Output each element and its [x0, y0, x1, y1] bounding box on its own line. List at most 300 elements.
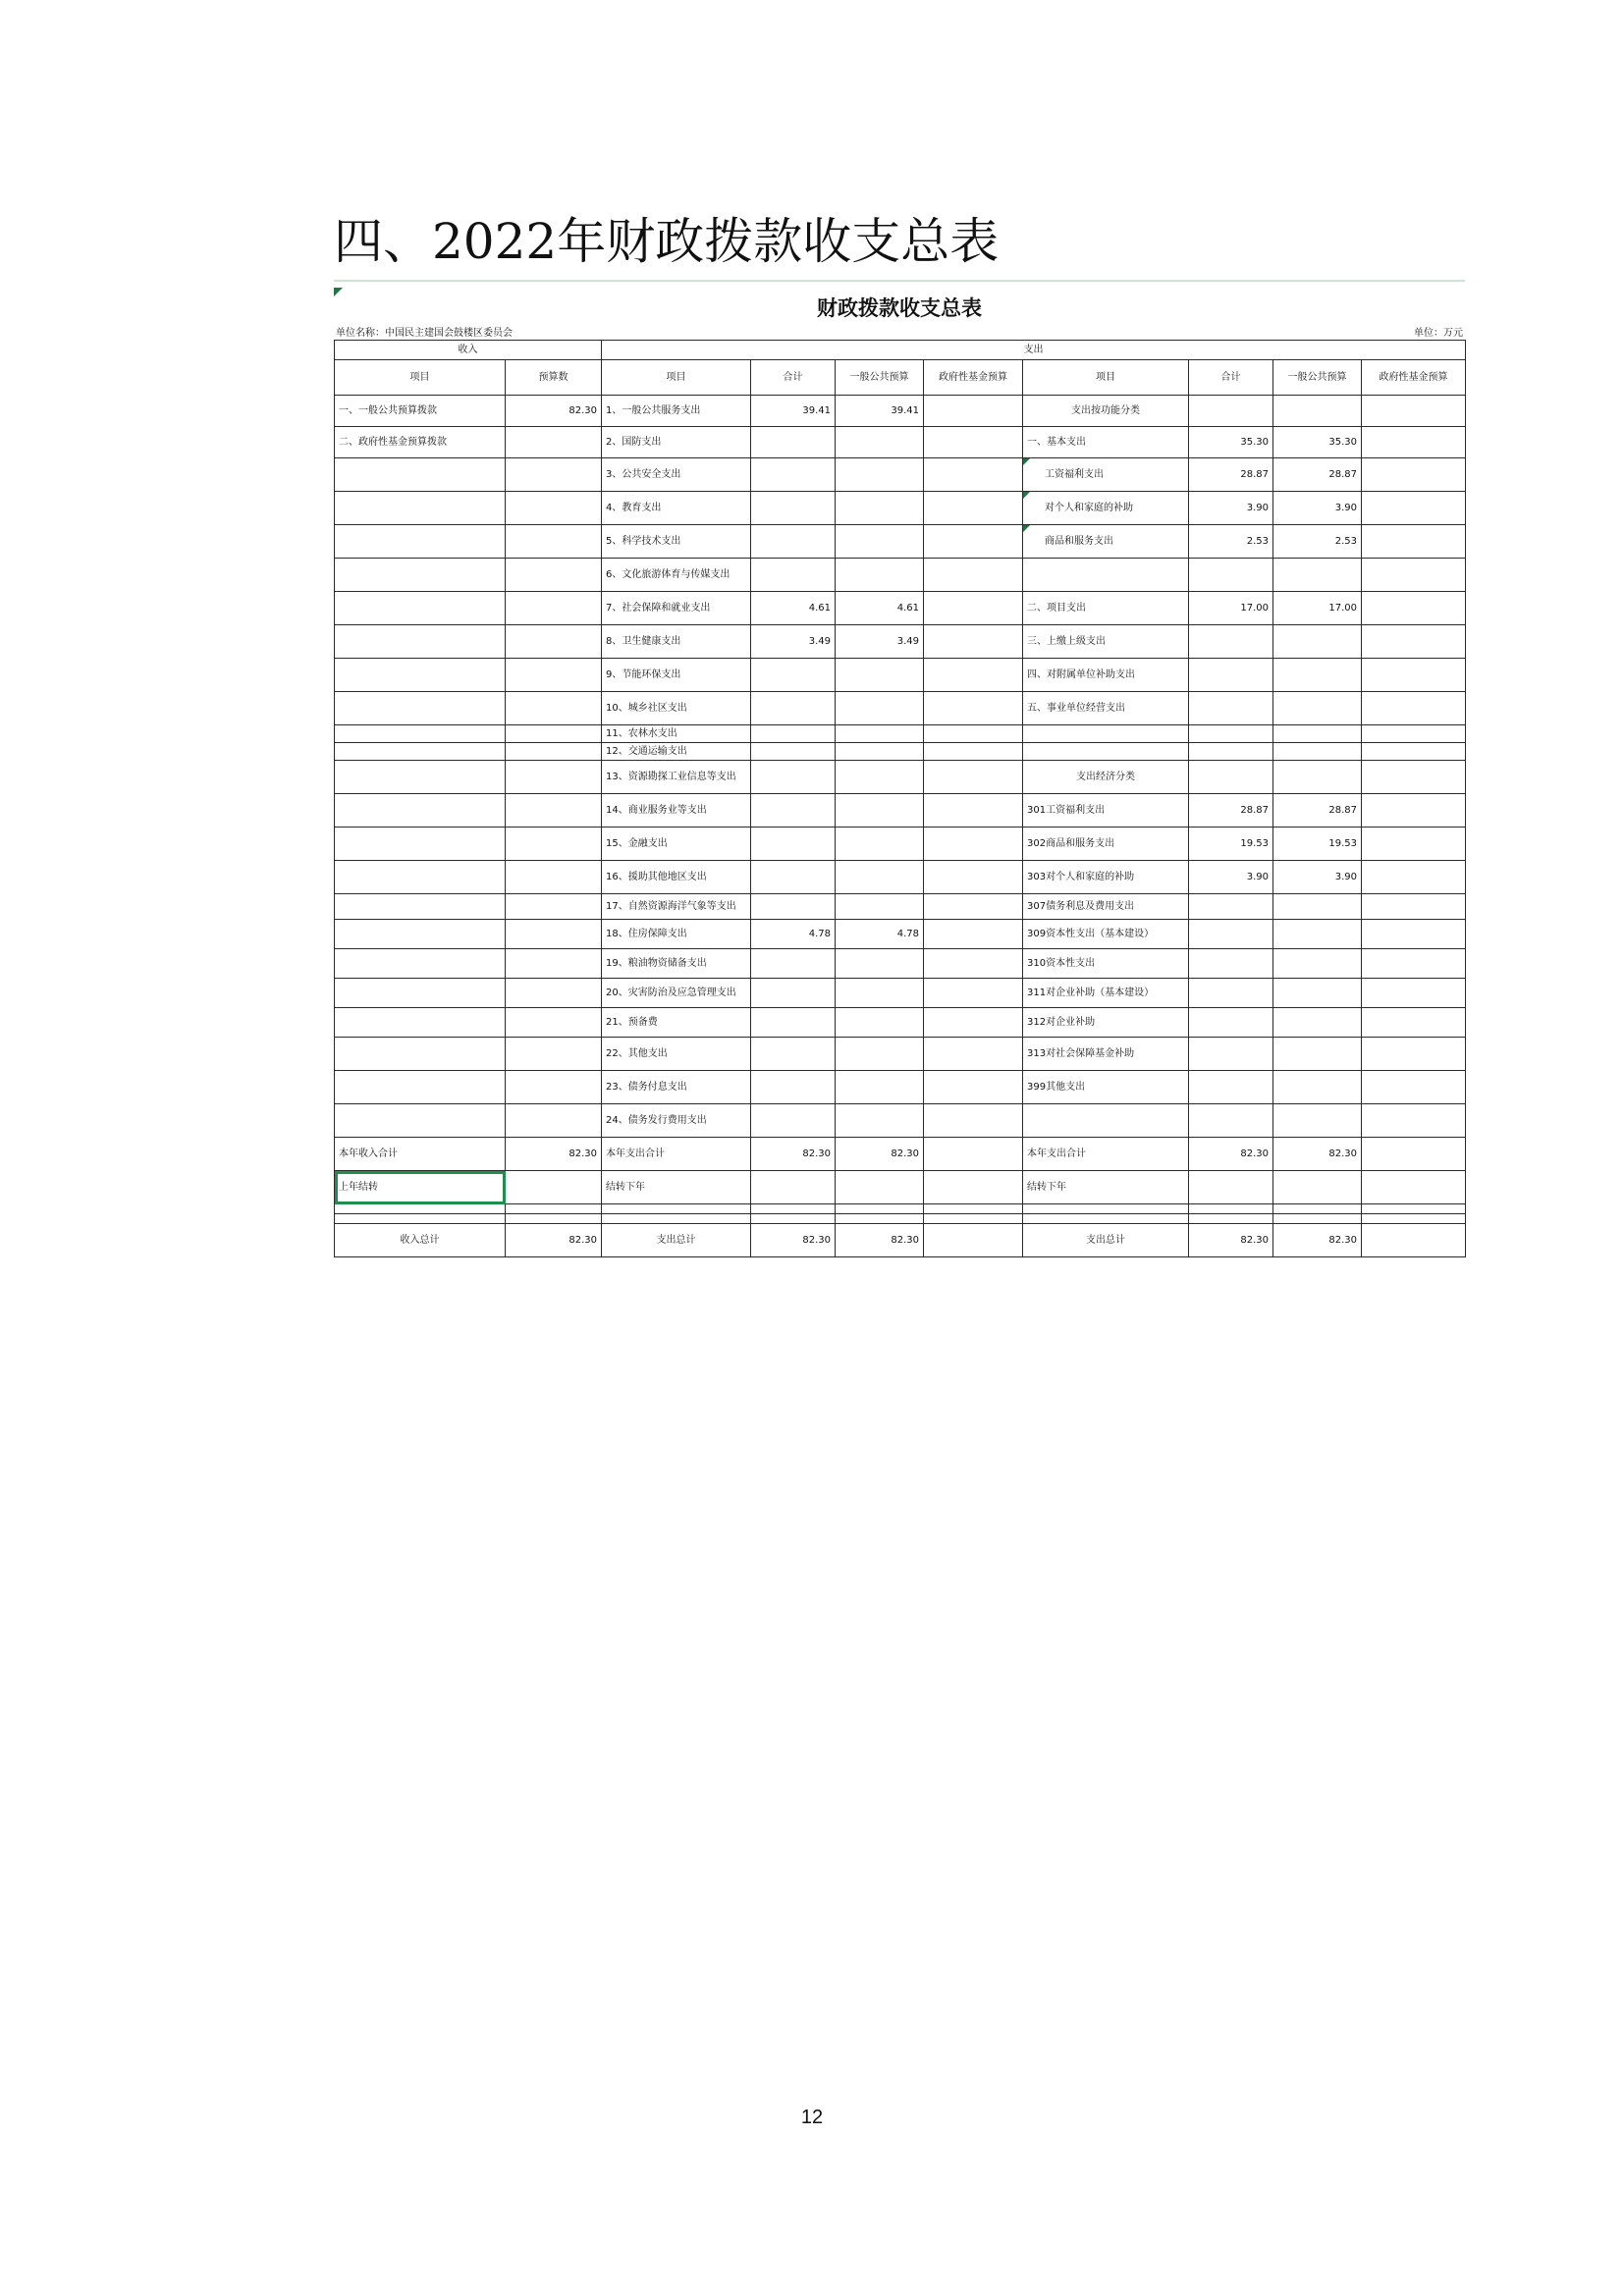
- table-row: [335, 861, 1466, 894]
- table-cell: [751, 692, 836, 725]
- table-cell: [506, 979, 602, 1008]
- table-cell: 三、上缴上级支出: [1023, 625, 1189, 659]
- table-cell: 结转下年: [1023, 1171, 1189, 1204]
- table-cell: [924, 458, 1023, 492]
- table-row: [335, 743, 1466, 761]
- table-cell: [751, 1104, 836, 1138]
- table-cell: [836, 659, 924, 692]
- table-cell: [1273, 659, 1362, 692]
- table-cell: 1、一般公共服务支出: [602, 396, 751, 427]
- table-cell: [836, 525, 924, 559]
- table-cell: [1189, 1038, 1273, 1071]
- table-cell: 3.90: [1189, 861, 1273, 894]
- table-cell: [1189, 979, 1273, 1008]
- table-cell: [751, 828, 836, 861]
- table-cell: [1189, 659, 1273, 692]
- column-header: 一般公共预算: [836, 360, 924, 396]
- table-cell: 399其他支出: [1023, 1071, 1189, 1104]
- table-cell: [506, 427, 602, 458]
- table-cell: 一、一般公共预算拨款: [335, 396, 506, 427]
- table-row: [335, 1008, 1466, 1038]
- table-cell: [506, 625, 602, 659]
- table-cell: [924, 1071, 1023, 1104]
- table-cell: 23、债务付息支出: [602, 1071, 751, 1104]
- table-cell: 14、商业服务业等支出: [602, 794, 751, 828]
- table-cell: [924, 861, 1023, 894]
- table-cell: [1189, 920, 1273, 949]
- table-cell: 二、政府性基金预算拨款: [335, 427, 506, 458]
- table-cell: [751, 1071, 836, 1104]
- table-cell: 工资福利支出: [1023, 458, 1189, 492]
- table-cell: [836, 861, 924, 894]
- table-cell: [1362, 761, 1466, 794]
- table-cell: [836, 692, 924, 725]
- table-cell: [1273, 725, 1362, 743]
- table-cell: [751, 1214, 836, 1224]
- table-cell: [506, 861, 602, 894]
- table-cell: [506, 659, 602, 692]
- table-cell: [506, 828, 602, 861]
- table-cell: [924, 1214, 1023, 1224]
- table-cell: [1362, 659, 1466, 692]
- table-cell: [1362, 592, 1466, 625]
- table-cell: [924, 979, 1023, 1008]
- table-cell: [335, 592, 506, 625]
- table-cell: 311对企业补助（基本建设）: [1023, 979, 1189, 1008]
- table-row: [335, 625, 1466, 659]
- table-cell: 9、节能环保支出: [602, 659, 751, 692]
- table-cell: [1273, 692, 1362, 725]
- table-cell: [1273, 396, 1362, 427]
- table-cell: [1273, 1171, 1362, 1204]
- table-cell: [335, 458, 506, 492]
- table-cell: 4.78: [751, 920, 836, 949]
- table-cell: 35.30: [1273, 427, 1362, 458]
- table-cell: [335, 979, 506, 1008]
- table-cell: [751, 1171, 836, 1204]
- table-row: [335, 692, 1466, 725]
- table-cell: 2、国防支出: [602, 427, 751, 458]
- table-cell: [1362, 949, 1466, 979]
- column-header: 项目: [602, 360, 751, 396]
- table-cell: 4.61: [751, 592, 836, 625]
- table-cell: [335, 743, 506, 761]
- table-cell: [1273, 559, 1362, 592]
- table-cell: [1023, 559, 1189, 592]
- table-cell: [751, 1038, 836, 1071]
- table-cell: 结转下年: [602, 1171, 751, 1204]
- table-cell: [1362, 894, 1466, 920]
- table-cell: 7、社会保障和就业支出: [602, 592, 751, 625]
- table-cell: [924, 659, 1023, 692]
- table-cell: 312对企业补助: [1023, 1008, 1189, 1038]
- table-cell: [1362, 1204, 1466, 1214]
- table-row: [335, 1214, 1466, 1224]
- table-cell: [506, 1038, 602, 1071]
- table-cell: [1362, 979, 1466, 1008]
- table-cell: 18、住房保障支出: [602, 920, 751, 949]
- table-cell: 82.30: [1189, 1138, 1273, 1171]
- table-row: [335, 1171, 1466, 1204]
- page-number: 12: [800, 2107, 824, 2128]
- column-header: 预算数: [506, 360, 602, 396]
- table-cell: [335, 1104, 506, 1138]
- unit-name-text: 单位名称：中国民主建国会鼓楼区委员会: [336, 328, 513, 339]
- table-cell: 11、农林水支出: [602, 725, 751, 743]
- table-cell: 82.30: [506, 1138, 602, 1171]
- table-cell: [836, 794, 924, 828]
- table-cell: 4.78: [836, 920, 924, 949]
- table-cell: [751, 525, 836, 559]
- table-cell: [506, 894, 602, 920]
- table-cell: [1273, 1071, 1362, 1104]
- table-cell: [1273, 1214, 1362, 1224]
- table-cell: [1273, 894, 1362, 920]
- table-cell: [1362, 559, 1466, 592]
- table-cell: [1362, 1214, 1466, 1224]
- table-cell: [335, 1038, 506, 1071]
- table-cell: [335, 725, 506, 743]
- table-cell: [1189, 743, 1273, 761]
- table-cell: [602, 1214, 751, 1224]
- table-cell: [751, 659, 836, 692]
- table-cell: [1273, 1038, 1362, 1071]
- table-cell: [335, 949, 506, 979]
- table-cell: [1189, 894, 1273, 920]
- table-cell: 2.53: [1273, 525, 1362, 559]
- currency-unit-text: 单位：万元: [1414, 328, 1463, 339]
- table-cell: [751, 743, 836, 761]
- table-cell: [751, 979, 836, 1008]
- table-cell: 82.30: [506, 396, 602, 427]
- table-row: [335, 979, 1466, 1008]
- table-cell: [1189, 1214, 1273, 1224]
- table-cell: 82.30: [1273, 1138, 1362, 1171]
- table-cell: [836, 1214, 924, 1224]
- cell-corner-marker: [1023, 492, 1030, 499]
- table-cell: [1362, 828, 1466, 861]
- table-cell: [1362, 1008, 1466, 1038]
- table-cell: [751, 861, 836, 894]
- table-cell: 82.30: [836, 1138, 924, 1171]
- table-cell: [1362, 692, 1466, 725]
- column-header-row: [335, 360, 1466, 396]
- table-cell: [751, 794, 836, 828]
- expense-section-header: 支出: [602, 341, 1466, 360]
- column-header: 政府性基金预算: [1362, 360, 1466, 396]
- table-cell: [1273, 979, 1362, 1008]
- table-cell: [335, 1214, 506, 1224]
- header-rule: [334, 280, 1465, 282]
- table-row: [335, 659, 1466, 692]
- table-cell: 19.53: [1189, 828, 1273, 861]
- table-cell: [1362, 861, 1466, 894]
- table-cell: [924, 625, 1023, 659]
- table-cell: 二、项目支出: [1023, 592, 1189, 625]
- table-cell: [506, 1171, 602, 1204]
- table-cell: [924, 828, 1023, 861]
- table-cell: [1362, 525, 1466, 559]
- table-cell: [335, 559, 506, 592]
- table-cell: [924, 949, 1023, 979]
- table-cell: [506, 1071, 602, 1104]
- table-cell: 4、教育支出: [602, 492, 751, 525]
- table-cell: [751, 761, 836, 794]
- table-cell: [836, 1038, 924, 1071]
- table-cell: 313对社会保障基金补助: [1023, 1038, 1189, 1071]
- table-cell: [836, 1204, 924, 1214]
- table-cell: [924, 525, 1023, 559]
- table-cell: [1189, 1071, 1273, 1104]
- column-header: 合计: [1189, 360, 1273, 396]
- table-cell: [1362, 725, 1466, 743]
- table-cell: 8、卫生健康支出: [602, 625, 751, 659]
- table-row: [335, 1224, 1466, 1257]
- table-cell: [924, 1138, 1023, 1171]
- column-header: 项目: [1023, 360, 1189, 396]
- table-cell: [1362, 743, 1466, 761]
- table-cell: 一、基本支出: [1023, 427, 1189, 458]
- table-cell: 82.30: [836, 1224, 924, 1257]
- table-cell: [1273, 743, 1362, 761]
- table-cell: [751, 458, 836, 492]
- table-cell: [924, 559, 1023, 592]
- table-cell: [1189, 625, 1273, 659]
- table-cell: [1362, 1224, 1466, 1257]
- table-cell: 82.30: [751, 1138, 836, 1171]
- table-cell: [506, 525, 602, 559]
- table-cell: [1362, 1171, 1466, 1204]
- table-cell: [335, 659, 506, 692]
- table-cell: 3、公共安全支出: [602, 458, 751, 492]
- table-cell: [506, 949, 602, 979]
- table-cell: [751, 725, 836, 743]
- table-cell: [335, 692, 506, 725]
- table-cell: [335, 1204, 506, 1214]
- table-cell: 16、援助其他地区支出: [602, 861, 751, 894]
- table-cell: [836, 1071, 924, 1104]
- table-cell: [1023, 725, 1189, 743]
- column-header: 项目: [335, 360, 506, 396]
- table-cell: [1362, 458, 1466, 492]
- table-cell: 22、其他支出: [602, 1038, 751, 1071]
- table-cell: [1023, 1204, 1189, 1214]
- sheet-title: 财政拨款收支总表: [817, 296, 982, 320]
- table-cell: [924, 1104, 1023, 1138]
- table-cell: [924, 492, 1023, 525]
- table-cell: [506, 592, 602, 625]
- table-cell: [1273, 1104, 1362, 1138]
- table-cell: [1273, 625, 1362, 659]
- table-cell: 307债务利息及费用支出: [1023, 894, 1189, 920]
- table-cell: [1189, 761, 1273, 794]
- table-cell: 28.87: [1273, 794, 1362, 828]
- table-cell: [1273, 761, 1362, 794]
- table-cell: [924, 1204, 1023, 1214]
- table-cell: 15、金融支出: [602, 828, 751, 861]
- table-cell: [836, 1104, 924, 1138]
- table-cell: 12、交通运输支出: [602, 743, 751, 761]
- section-header-row: [335, 341, 1466, 360]
- table-cell: [1189, 396, 1273, 427]
- table-cell: [836, 949, 924, 979]
- table-row: [335, 1104, 1466, 1138]
- table-cell: [1362, 1038, 1466, 1071]
- table-cell: 本年收入合计: [335, 1138, 506, 1171]
- income-section-header: 收入: [335, 341, 602, 360]
- table-cell: [751, 949, 836, 979]
- table-cell: 13、资源勘探工业信息等支出: [602, 761, 751, 794]
- table-cell: 3.90: [1189, 492, 1273, 525]
- table-cell: [506, 794, 602, 828]
- table-cell: 6、文化旅游体育与传媒支出: [602, 559, 751, 592]
- table-row: [335, 592, 1466, 625]
- table-row: [335, 427, 1466, 458]
- table-cell: [924, 396, 1023, 427]
- budget-summary-table: [334, 340, 1466, 1257]
- table-cell: 3.90: [1273, 861, 1362, 894]
- table-cell: [506, 743, 602, 761]
- table-cell: [1362, 1138, 1466, 1171]
- table-cell: 17.00: [1189, 592, 1273, 625]
- table-cell: [506, 920, 602, 949]
- table-cell: [924, 920, 1023, 949]
- table-cell: [335, 794, 506, 828]
- table-cell: [924, 1008, 1023, 1038]
- table-cell: 301工资福利支出: [1023, 794, 1189, 828]
- table-row: [335, 1038, 1466, 1071]
- table-cell: [924, 1171, 1023, 1204]
- table-cell: 21、预备费: [602, 1008, 751, 1038]
- table-cell: 3.90: [1273, 492, 1362, 525]
- table-cell: 82.30: [751, 1224, 836, 1257]
- table-cell: 对个人和家庭的补助: [1023, 492, 1189, 525]
- table-row: [335, 1204, 1466, 1214]
- table-row: [335, 559, 1466, 592]
- table-cell: [924, 894, 1023, 920]
- table-cell: [836, 458, 924, 492]
- table-cell: 82.30: [1273, 1224, 1362, 1257]
- table-cell: [836, 828, 924, 861]
- table-cell: [602, 1204, 751, 1214]
- table-cell: [506, 692, 602, 725]
- column-header: 一般公共预算: [1273, 360, 1362, 396]
- table-row: [335, 949, 1466, 979]
- table-cell: [1189, 1104, 1273, 1138]
- table-cell: 收入总计: [335, 1224, 506, 1257]
- table-cell: [1362, 492, 1466, 525]
- table-cell: [1189, 559, 1273, 592]
- table-cell: 28.87: [1189, 794, 1273, 828]
- table-cell: [506, 1104, 602, 1138]
- table-cell: [506, 559, 602, 592]
- table-cell: 35.30: [1189, 427, 1273, 458]
- table-cell: [335, 625, 506, 659]
- table-cell: [1362, 625, 1466, 659]
- table-cell: [924, 725, 1023, 743]
- table-cell: [836, 725, 924, 743]
- table-cell: [506, 1204, 602, 1214]
- table-cell: [924, 743, 1023, 761]
- cell-corner-marker: [1023, 525, 1030, 532]
- table-cell: [506, 492, 602, 525]
- table-row: [335, 761, 1466, 794]
- table-cell: [1273, 1204, 1362, 1214]
- table-cell: 3.49: [751, 625, 836, 659]
- table-cell: [335, 920, 506, 949]
- table-row: [335, 1071, 1466, 1104]
- table-cell: [836, 979, 924, 1008]
- table-cell: 19、粮油物资储备支出: [602, 949, 751, 979]
- table-cell: [1189, 692, 1273, 725]
- table-cell: 5、科学技术支出: [602, 525, 751, 559]
- table-row: [335, 396, 1466, 427]
- table-cell: [1362, 794, 1466, 828]
- table-cell: [1273, 1008, 1362, 1038]
- table-cell: [836, 427, 924, 458]
- table-row: [335, 492, 1466, 525]
- table-cell: [1273, 920, 1362, 949]
- table-cell: [924, 427, 1023, 458]
- table-cell: [1362, 1104, 1466, 1138]
- table-cell: 24、债务发行费用支出: [602, 1104, 751, 1138]
- table-cell: [506, 725, 602, 743]
- table-cell: 4.61: [836, 592, 924, 625]
- table-cell: 四、对附属单位补助支出: [1023, 659, 1189, 692]
- table-cell: 28.87: [1273, 458, 1362, 492]
- table-cell: [506, 1008, 602, 1038]
- table-cell: [1189, 1204, 1273, 1214]
- table-cell: 支出总计: [602, 1224, 751, 1257]
- table-cell: [751, 492, 836, 525]
- table-row: [335, 794, 1466, 828]
- table-cell: 82.30: [1189, 1224, 1273, 1257]
- table-cell: [1189, 1008, 1273, 1038]
- table-cell: [506, 1214, 602, 1224]
- table-cell: 上年结转: [335, 1171, 506, 1204]
- table-row: [335, 458, 1466, 492]
- table-cell: [751, 1008, 836, 1038]
- table-cell: [335, 1071, 506, 1104]
- table-cell: [836, 1171, 924, 1204]
- table-cell: [924, 1038, 1023, 1071]
- table-cell: [1189, 725, 1273, 743]
- table-cell: [924, 592, 1023, 625]
- table-cell: [751, 894, 836, 920]
- table-cell: [1023, 743, 1189, 761]
- column-header: 合计: [751, 360, 836, 396]
- table-cell: 17、自然资源海洋气象等支出: [602, 894, 751, 920]
- table-cell: [751, 427, 836, 458]
- table-row: [335, 920, 1466, 949]
- table-row: [335, 725, 1466, 743]
- table-cell: 20、灾害防治及应急管理支出: [602, 979, 751, 1008]
- table-cell: 10、城乡社区支出: [602, 692, 751, 725]
- table-cell: 本年支出合计: [602, 1138, 751, 1171]
- table-cell: 支出按功能分类: [1023, 396, 1189, 427]
- table-cell: [751, 559, 836, 592]
- table-cell: [335, 1008, 506, 1038]
- table-cell: 支出经济分类: [1023, 761, 1189, 794]
- table-row: [335, 828, 1466, 861]
- table-cell: [1189, 1171, 1273, 1204]
- table-cell: 3.49: [836, 625, 924, 659]
- table-cell: [1362, 920, 1466, 949]
- table-cell: 303对个人和家庭的补助: [1023, 861, 1189, 894]
- cell-corner-marker: [1023, 458, 1030, 465]
- table-cell: [1189, 949, 1273, 979]
- table-cell: [335, 894, 506, 920]
